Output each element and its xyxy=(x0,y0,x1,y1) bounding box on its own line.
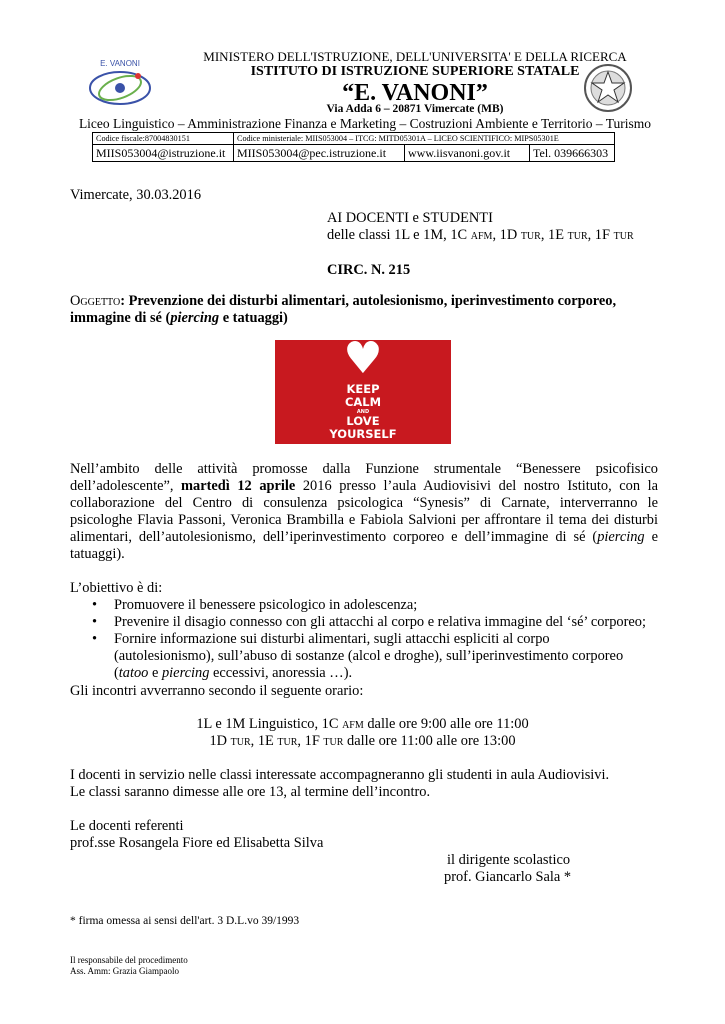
schedule-line-1: 1L e 1M Linguistico, 1C AFM dalle ore 9:00 alle ore 11:00 xyxy=(196,716,529,732)
intro-paragraph: Nell’ambito delle attività promosse dalla Funzione strumentale “Benessere psicofisico dell’adolescente”, martedì 12 aprile 2016 presso l’aula Audiovisivi del nostro Istituto, con la collaborazione del Centro di consulenza psicologica “Synesis” di Carnate, interverranno le psicologhe Flavia Passoni, Veronica Brambilla e Fabiola Salvioni per affrontare il tema dei disturbi alimentari, dell’autolesionismo, dell’iperinvestimento corporeo e dell’immagine di sé (piercing e tatuaggi). xyxy=(70,461,658,562)
website[interactable]: www.iisvanoni.gov.it xyxy=(405,145,530,162)
school-address: Via Adda 6 – 20871 Vimercate (MB) xyxy=(326,103,504,115)
footnote: * firma omessa ai sensi dell'art. 3 D.L.vo 39/1993 xyxy=(70,915,300,927)
school-logo xyxy=(86,54,154,118)
subject: Oggetto: Prevenzione dei disturbi alimentari, autolesionismo, iperinvestimento corporeo, immagine di sé (piercing e tatuaggi) xyxy=(70,293,617,326)
signature-role: il dirigente scolastico xyxy=(447,852,571,868)
ministry-line: MINISTERO DELL'ISTRUZIONE, DELL'UNIVERSITA' E DELLA RICERCA xyxy=(203,49,627,64)
closing-line-2: Le classi saranno dimesse alle ore 13, al termine dell’incontro. xyxy=(70,784,431,800)
institute-line: ISTITUTO DI ISTRUZIONE SUPERIORE STATALE xyxy=(250,64,580,79)
schedule-intro: Gli incontri avverranno secondo il seguente orario: xyxy=(70,683,364,699)
schedule-line-2: 1D TUR, 1E TUR, 1F TUR dalle ore 11:00 alle ore 13:00 xyxy=(209,733,516,749)
phone: Tel. 039666303 xyxy=(530,145,615,162)
contacts-table xyxy=(92,132,615,162)
email-istruzione[interactable]: MIIS053004@istruzione.it xyxy=(93,145,234,162)
date-line: Vimercate, 30.03.2016 xyxy=(70,187,202,203)
objectives-list xyxy=(70,597,670,682)
heart-icon: ♥ xyxy=(343,333,383,384)
poster-keep: KEEP xyxy=(346,382,380,396)
list-item: • Fornire informazione sui disturbi alimentari, sugli attacchi espliciti al corpo (autolesionismo), sull’abuso di sostanze (alcol e droghe), sull’iperinvestimento corporeo (tatoo e piercing eccessivi, anoressia …). xyxy=(92,631,624,681)
keep-calm-poster xyxy=(275,333,451,444)
email-pec[interactable]: MIIS053004@pec.istruzione.it xyxy=(234,145,405,162)
logo-text: E. VANONI xyxy=(100,59,140,68)
responsible-line-1: Il responsabile del procedimento xyxy=(70,955,188,965)
responsible-line-2: Ass. Amm: Grazia Giampaolo xyxy=(70,966,179,976)
poster-love: LOVE xyxy=(346,414,380,428)
list-item: • Promuovere il benessere psicologico in adolescenza; xyxy=(92,597,418,613)
recipients-line-2: delle classi 1L e 1M, 1C AFM, 1D TUR, 1E TUR, 1F TUR xyxy=(327,227,634,243)
poster-and: AND xyxy=(356,409,370,415)
list-item: • Prevenire il disagio connesso con gli attacchi al corpo e relativa immagine del ‘sé’ corporeo; xyxy=(92,614,646,630)
poster-calm: CALM xyxy=(344,395,382,409)
school-courses: Liceo Linguistico – Amministrazione Finanza e Marketing – Costruzioni Ambiente e Territorio – Turismo xyxy=(78,116,652,131)
referents-line-2: prof.sse Rosangela Fiore ed Elisabetta Silva xyxy=(70,835,324,851)
circular-number: CIRC. N. 215 xyxy=(327,262,411,278)
recipients-line-1: AI DOCENTI e STUDENTI xyxy=(327,210,493,226)
school-name: “E. VANONI” xyxy=(342,80,488,106)
fiscal-code: Codice fiscale:87004830151 xyxy=(93,133,234,145)
closing-line-1: I docenti in servizio nelle classi interessate accompagneranno gli studenti in aula Audiovisivi. xyxy=(70,767,610,783)
ministerial-code: Codice ministeriale: MIIS053004 – ITCG: MITD05301A – LICEO SCIENTIFICO: MIPS05301E xyxy=(234,133,615,145)
objective-intro: L’obiettivo è di: xyxy=(70,580,163,596)
referents-line-1: Le docenti referenti xyxy=(70,818,184,834)
signature-name: prof. Giancarlo Sala * xyxy=(444,869,572,885)
poster-yourself: YOURSELF xyxy=(329,427,397,441)
